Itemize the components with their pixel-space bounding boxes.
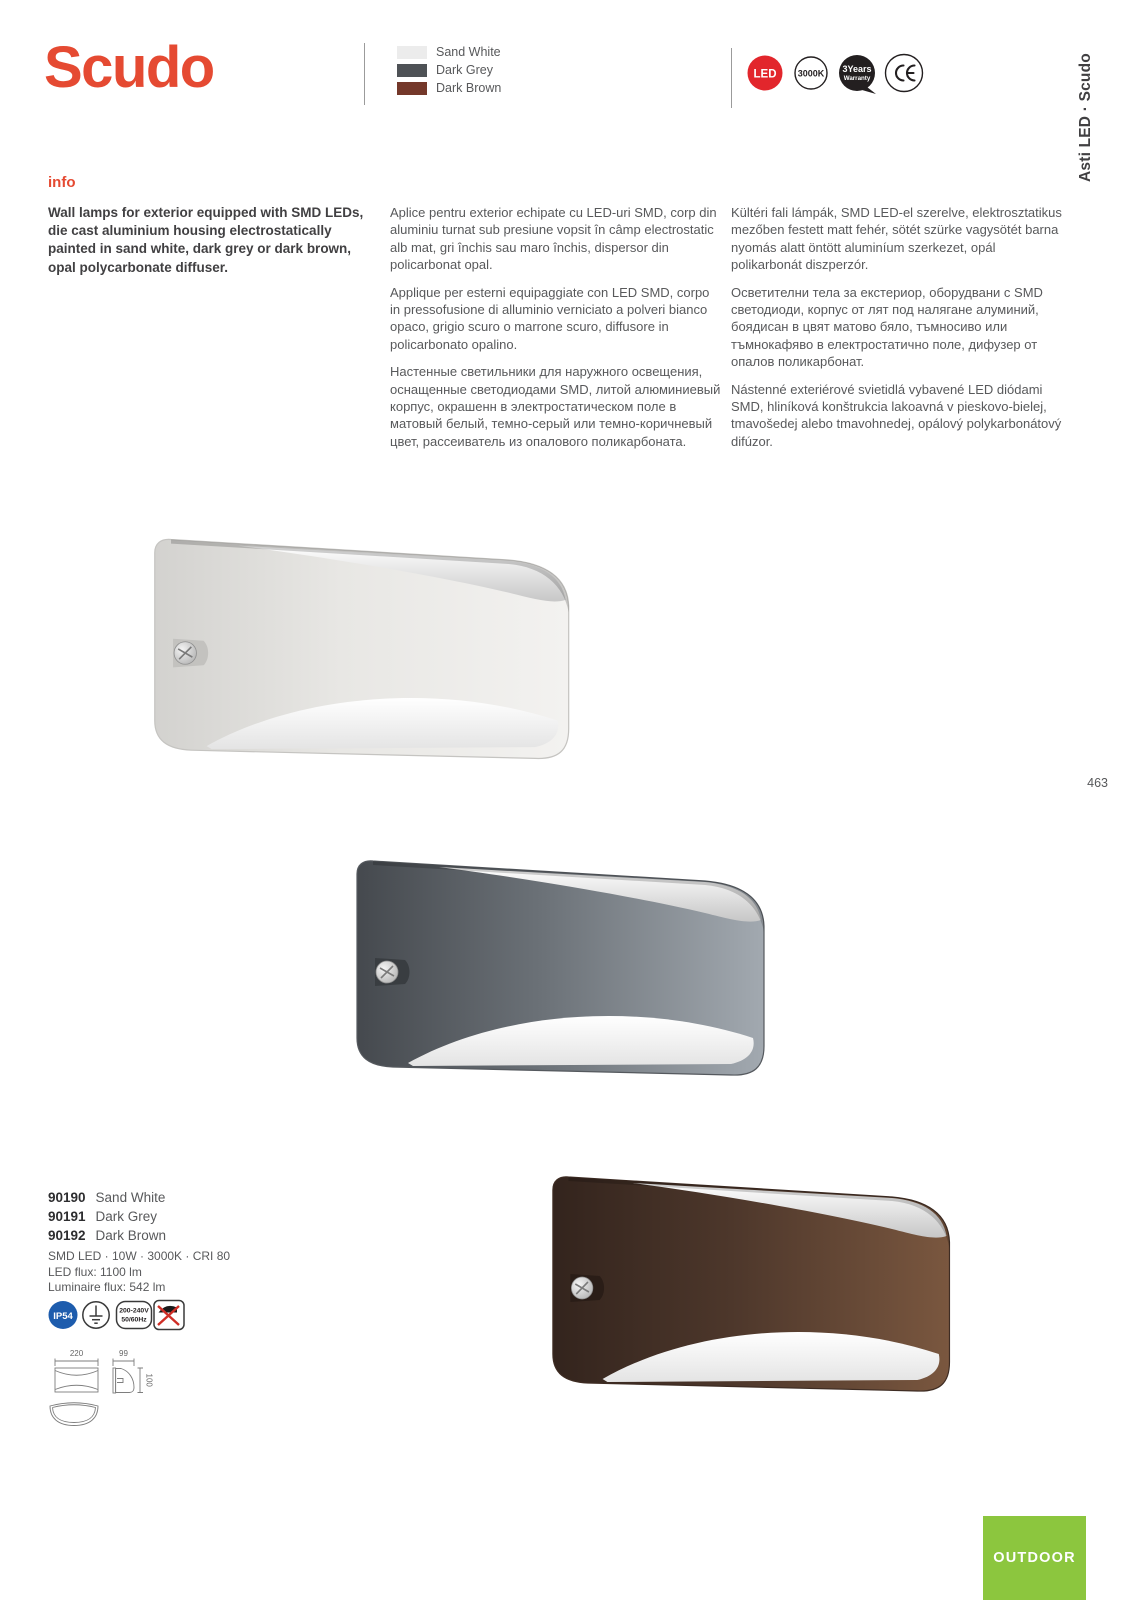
warranty-label-2: Warranty <box>843 75 871 82</box>
badges-divider <box>731 48 732 108</box>
warranty-badge <box>839 55 876 94</box>
description-bg: Осветителни тела за екстериор, оборудвани с SMD светодиоди, корпус от лят под налягане алуминий, боядисан в цвят матово бяло, тъмносиво или тъмнокафяво в електростатично поле, дифузер от опалов поликарбонат. <box>731 284 1043 370</box>
warranty-label-1: 3Years <box>842 64 872 74</box>
ip54-label: IP54 <box>53 1310 73 1322</box>
ce-badge <box>886 55 923 92</box>
product-color-name: Dark Grey <box>95 1209 158 1224</box>
product-codes <box>48 1188 166 1245</box>
dark-grey-swatch <box>397 64 427 77</box>
info-heading: info <box>48 174 76 191</box>
description-it: Applique per esterni equipaggiate con LED SMD, corpo in pressofusione di alluminio verniciato a polveri bianco opaco, grigio scuro o marrone scuro, diffusore in policarbonato opalino. <box>390 284 710 352</box>
not-dimmable-icon <box>154 1301 184 1330</box>
certification-badges <box>744 51 944 99</box>
product-row <box>48 1226 166 1245</box>
dim-height-label: 100 <box>144 1373 154 1387</box>
product-color-name: Sand White <box>95 1190 166 1205</box>
dark-brown-swatch <box>397 82 427 95</box>
product-photo-sand-white <box>110 518 588 786</box>
side-category-label: Asti LED · Scudo <box>1077 53 1094 183</box>
product-photo-dark-brown <box>510 1156 968 1418</box>
sand-white-swatch <box>397 46 427 59</box>
page-number: 463 <box>1087 776 1108 790</box>
legend-item-dark-brown <box>397 81 501 95</box>
legend-divider <box>364 43 365 105</box>
legend-label: Dark Grey <box>436 63 493 77</box>
dim-depth-label: 99 <box>119 1349 128 1358</box>
legend-label: Sand White <box>436 45 501 59</box>
color-temp-label: 3000K <box>797 68 825 79</box>
outdoor-category-badge <box>983 1516 1086 1600</box>
legend-item-sand-white <box>397 45 501 59</box>
product-photo-dark-grey <box>313 840 783 1102</box>
spec-line: LED flux: 1100 lm <box>48 1264 142 1279</box>
electrical-icons <box>48 1299 188 1333</box>
outdoor-label: OUTDOOR <box>993 1550 1076 1566</box>
dim-width-label: 220 <box>69 1349 84 1358</box>
color-temp-badge <box>795 57 827 89</box>
ip54-icon <box>49 1301 78 1329</box>
product-specs <box>48 1249 230 1296</box>
product-code: 90191 <box>48 1209 86 1224</box>
description-ro: Aplice pentru exterior echipate cu LED-uri SMD, corp din aluminiu turnat sub presiune vopsit în câmp electrostatic alb mat, gri închis sau maro închis, dispersor din policarbonat opal. <box>390 205 717 273</box>
page-title: Scudo <box>44 35 214 100</box>
legend-label: Dark Brown <box>436 81 502 95</box>
legend-item-dark-grey <box>397 63 493 77</box>
grounding-icon <box>83 1302 109 1328</box>
product-code: 90190 <box>48 1190 86 1205</box>
spec-line: SMD LED · 10W · 3000K · CRI 80 <box>48 1249 231 1263</box>
product-color-name: Dark Brown <box>95 1228 167 1243</box>
spec-line: Luminaire flux: 542 lm <box>48 1280 166 1294</box>
dimension-drawing <box>46 1344 154 1436</box>
description-hu: Kültéri fali lámpák, SMD LED-el szerelve, elektrosztatikus mezőben festett matt fehér, sötét szürke vagysötét barna nyomás alatt öntött aluminíum szerkezet, opál polikarbonát diszperzór. <box>731 205 1062 273</box>
product-row <box>48 1207 166 1226</box>
voltage-label-1: 200-240V <box>119 1307 149 1315</box>
product-row <box>48 1188 166 1207</box>
voltage-label-2: 50/60Hz <box>121 1316 147 1324</box>
description-ru: Настенные светильники для наружного освещения, оснащенные светодиодами SMD, литой алюминиевый корпус, окрашенн в электростатическом поле в матовый белый, темно-серый или темно-коричневый цвет, рассеиватель из опалового поликарбоната. <box>390 364 721 449</box>
product-code: 90192 <box>48 1228 86 1243</box>
description-column-3 <box>731 204 1067 460</box>
voltage-icon <box>117 1302 152 1329</box>
led-badge <box>748 56 783 91</box>
description-column-2 <box>390 204 722 460</box>
led-badge-label: LED <box>753 68 777 81</box>
description-sk: Nástenné exteriérové svietidlá vybavené LED diódami SMD, hliníková konštrukcia lakoavná v pieskovo-bielej, tmavošedej alebo tmavohnedej, opálový polykarbonátový difúzor. <box>731 381 1062 449</box>
description-en: Wall lamps for exterior equipped with SMD LEDs, die cast aluminium housing electrostatically painted in sand white, dark grey or dark brown, opal polycarbonate diffuser. <box>48 205 364 275</box>
